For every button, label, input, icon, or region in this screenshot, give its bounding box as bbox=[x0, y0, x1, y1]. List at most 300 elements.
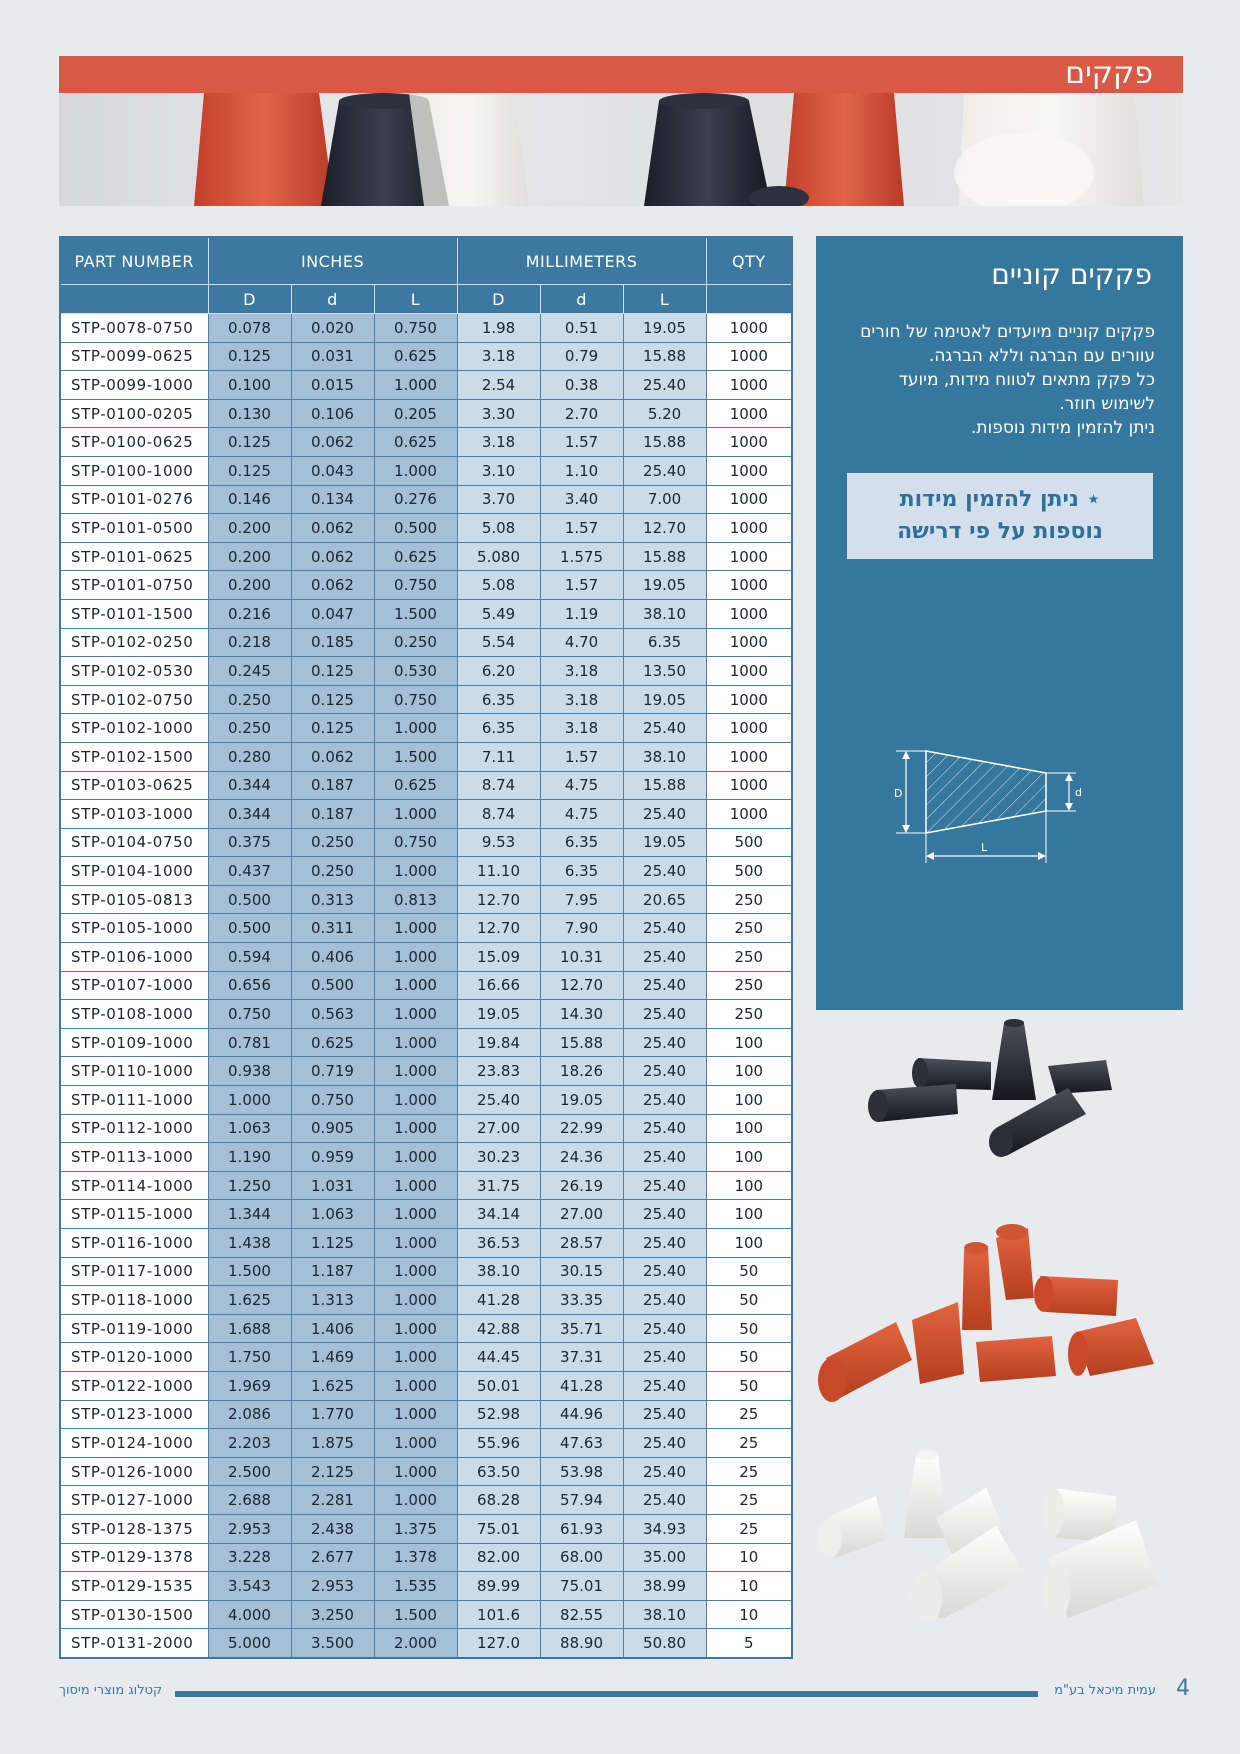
parts-table-body bbox=[60, 314, 792, 1658]
qty-cell: 500 bbox=[706, 857, 792, 886]
mm-L-cell: 35.00 bbox=[623, 1543, 706, 1572]
table-row bbox=[60, 943, 792, 972]
inch-D-cell: 0.200 bbox=[208, 571, 291, 600]
mm-d-cell: 3.18 bbox=[540, 685, 623, 714]
mm-L-cell: 25.40 bbox=[623, 1486, 706, 1515]
inch-D-cell: 2.086 bbox=[208, 1400, 291, 1429]
qty-cell: 250 bbox=[706, 971, 792, 1000]
inch-L-cell: 1.000 bbox=[374, 1314, 457, 1343]
qty-cell: 1000 bbox=[706, 542, 792, 571]
part-number-cell: STP-0101-0276 bbox=[60, 485, 208, 514]
mm-D-cell: 6.20 bbox=[457, 657, 540, 686]
table-row bbox=[60, 1343, 792, 1372]
inch-D-cell: 0.245 bbox=[208, 657, 291, 686]
inch-d-cell: 0.125 bbox=[291, 685, 374, 714]
inch-L-cell: 1.000 bbox=[374, 714, 457, 743]
mm-D-cell: 63.50 bbox=[457, 1457, 540, 1486]
mm-d-cell: 33.35 bbox=[540, 1286, 623, 1315]
header-blank bbox=[706, 285, 792, 314]
part-number-cell: STP-0111-1000 bbox=[60, 1086, 208, 1115]
mm-L-cell: 34.93 bbox=[623, 1514, 706, 1543]
table-row bbox=[60, 314, 792, 343]
mm-L-cell: 25.40 bbox=[623, 1257, 706, 1286]
part-number-cell: STP-0118-1000 bbox=[60, 1286, 208, 1315]
inch-D-cell: 0.146 bbox=[208, 485, 291, 514]
mm-d-cell: 1.57 bbox=[540, 514, 623, 543]
inch-d-cell: 2.125 bbox=[291, 1457, 374, 1486]
header-mm-d: d bbox=[540, 285, 623, 314]
inch-D-cell: 0.250 bbox=[208, 685, 291, 714]
mm-L-cell: 25.40 bbox=[623, 971, 706, 1000]
inch-d-cell: 0.043 bbox=[291, 456, 374, 485]
inch-D-cell: 2.203 bbox=[208, 1429, 291, 1458]
mm-L-cell: 38.99 bbox=[623, 1572, 706, 1601]
part-number-cell: STP-0101-0500 bbox=[60, 514, 208, 543]
qty-cell: 10 bbox=[706, 1572, 792, 1601]
inch-d-cell: 2.438 bbox=[291, 1514, 374, 1543]
header-mm-D: D bbox=[457, 285, 540, 314]
mm-L-cell: 25.40 bbox=[623, 943, 706, 972]
part-number-cell: STP-0108-1000 bbox=[60, 1000, 208, 1029]
inch-D-cell: 0.280 bbox=[208, 742, 291, 771]
table-row bbox=[60, 1143, 792, 1172]
part-number-cell: STP-0101-0750 bbox=[60, 571, 208, 600]
table-row bbox=[60, 571, 792, 600]
qty-cell: 1000 bbox=[706, 714, 792, 743]
table-row bbox=[60, 456, 792, 485]
mm-L-cell: 25.40 bbox=[623, 1143, 706, 1172]
table-row bbox=[60, 1486, 792, 1515]
inch-L-cell: 0.625 bbox=[374, 428, 457, 457]
part-number-cell: STP-0129-1535 bbox=[60, 1572, 208, 1601]
inch-d-cell: 0.313 bbox=[291, 885, 374, 914]
qty-cell: 25 bbox=[706, 1514, 792, 1543]
table-row bbox=[60, 1028, 792, 1057]
mm-L-cell: 15.88 bbox=[623, 771, 706, 800]
header-mm-L: L bbox=[623, 285, 706, 314]
mm-d-cell: 4.75 bbox=[540, 800, 623, 829]
parts-table-wrap bbox=[59, 236, 791, 1659]
inch-d-cell: 0.125 bbox=[291, 714, 374, 743]
inch-d-cell: 2.953 bbox=[291, 1572, 374, 1601]
part-number-cell: STP-0101-1500 bbox=[60, 599, 208, 628]
part-number-cell: STP-0103-1000 bbox=[60, 800, 208, 829]
mm-D-cell: 6.35 bbox=[457, 685, 540, 714]
inch-D-cell: 2.500 bbox=[208, 1457, 291, 1486]
mm-d-cell: 26.19 bbox=[540, 1171, 623, 1200]
inch-L-cell: 1.000 bbox=[374, 1286, 457, 1315]
inch-D-cell: 0.200 bbox=[208, 514, 291, 543]
inch-L-cell: 1.000 bbox=[374, 1400, 457, 1429]
inch-D-cell: 0.781 bbox=[208, 1028, 291, 1057]
inch-d-cell: 0.015 bbox=[291, 371, 374, 400]
header-inches: INCHES bbox=[208, 237, 457, 285]
table-row bbox=[60, 1371, 792, 1400]
inch-D-cell: 0.938 bbox=[208, 1057, 291, 1086]
table-row bbox=[60, 1543, 792, 1572]
table-row bbox=[60, 1572, 792, 1601]
inch-L-cell: 1.500 bbox=[374, 742, 457, 771]
diagram-label-d: d bbox=[1075, 786, 1082, 799]
mm-D-cell: 89.99 bbox=[457, 1572, 540, 1601]
footer-company: עמית מיכאל בע"מ bbox=[1054, 1683, 1156, 1698]
description-line: עוורים עם הברגה וללא הברגה. bbox=[928, 346, 1155, 366]
mm-D-cell: 6.35 bbox=[457, 714, 540, 743]
diagram-label-D: D bbox=[894, 787, 903, 800]
table-row bbox=[60, 342, 792, 371]
inch-L-cell: 1.500 bbox=[374, 599, 457, 628]
qty-cell: 100 bbox=[706, 1229, 792, 1258]
parts-table bbox=[59, 236, 793, 1659]
header-inch-d: d bbox=[291, 285, 374, 314]
qty-cell: 1000 bbox=[706, 571, 792, 600]
inch-L-cell: 0.625 bbox=[374, 542, 457, 571]
header-banner bbox=[59, 56, 1183, 206]
mm-D-cell: 30.23 bbox=[457, 1143, 540, 1172]
qty-cell: 1000 bbox=[706, 800, 792, 829]
inch-D-cell: 1.344 bbox=[208, 1200, 291, 1229]
mm-D-cell: 1.98 bbox=[457, 314, 540, 343]
mm-L-cell: 15.88 bbox=[623, 542, 706, 571]
qty-cell: 100 bbox=[706, 1057, 792, 1086]
inch-L-cell: 1.000 bbox=[374, 943, 457, 972]
inch-d-cell: 0.905 bbox=[291, 1114, 374, 1143]
inch-D-cell: 3.543 bbox=[208, 1572, 291, 1601]
inch-D-cell: 0.125 bbox=[208, 428, 291, 457]
header-inch-L: L bbox=[374, 285, 457, 314]
header-part-number: PART NUMBER bbox=[60, 237, 208, 285]
inch-d-cell: 3.250 bbox=[291, 1600, 374, 1629]
mm-d-cell: 28.57 bbox=[540, 1229, 623, 1258]
mm-D-cell: 2.54 bbox=[457, 371, 540, 400]
inch-D-cell: 1.250 bbox=[208, 1171, 291, 1200]
mm-d-cell: 22.99 bbox=[540, 1114, 623, 1143]
inch-d-cell: 0.311 bbox=[291, 914, 374, 943]
inch-d-cell: 0.563 bbox=[291, 1000, 374, 1029]
mm-L-cell: 25.40 bbox=[623, 1400, 706, 1429]
mm-d-cell: 41.28 bbox=[540, 1371, 623, 1400]
qty-cell: 1000 bbox=[706, 685, 792, 714]
mm-D-cell: 9.53 bbox=[457, 828, 540, 857]
inch-d-cell: 1.406 bbox=[291, 1314, 374, 1343]
inch-d-cell: 3.500 bbox=[291, 1629, 374, 1658]
mm-D-cell: 75.01 bbox=[457, 1514, 540, 1543]
description-line: כל פקק מתאים לטווח מידות, מיועד bbox=[898, 370, 1155, 390]
mm-L-cell: 25.40 bbox=[623, 1457, 706, 1486]
table-row bbox=[60, 1086, 792, 1115]
diagram-label-L: L bbox=[981, 841, 988, 854]
mm-L-cell: 25.40 bbox=[623, 914, 706, 943]
inch-d-cell: 0.047 bbox=[291, 599, 374, 628]
inch-D-cell: 0.125 bbox=[208, 342, 291, 371]
inch-D-cell: 1.688 bbox=[208, 1314, 291, 1343]
mm-D-cell: 3.18 bbox=[457, 428, 540, 457]
part-number-cell: STP-0131-2000 bbox=[60, 1629, 208, 1658]
table-row bbox=[60, 1000, 792, 1029]
qty-cell: 250 bbox=[706, 914, 792, 943]
table-row bbox=[60, 1057, 792, 1086]
inch-d-cell: 0.187 bbox=[291, 800, 374, 829]
qty-cell: 250 bbox=[706, 943, 792, 972]
inch-L-cell: 1.000 bbox=[374, 1486, 457, 1515]
qty-cell: 500 bbox=[706, 828, 792, 857]
mm-D-cell: 127.0 bbox=[457, 1629, 540, 1658]
inch-D-cell: 0.200 bbox=[208, 542, 291, 571]
mm-L-cell: 38.10 bbox=[623, 1600, 706, 1629]
mm-D-cell: 55.96 bbox=[457, 1429, 540, 1458]
mm-D-cell: 42.88 bbox=[457, 1314, 540, 1343]
table-row bbox=[60, 628, 792, 657]
inch-d-cell: 0.125 bbox=[291, 657, 374, 686]
mm-d-cell: 44.96 bbox=[540, 1400, 623, 1429]
mm-D-cell: 5.08 bbox=[457, 571, 540, 600]
inch-d-cell: 1.313 bbox=[291, 1286, 374, 1315]
mm-d-cell: 47.63 bbox=[540, 1429, 623, 1458]
mm-D-cell: 3.30 bbox=[457, 399, 540, 428]
inch-d-cell: 0.185 bbox=[291, 628, 374, 657]
qty-cell: 1000 bbox=[706, 599, 792, 628]
mm-d-cell: 88.90 bbox=[540, 1629, 623, 1658]
part-number-cell: STP-0116-1000 bbox=[60, 1229, 208, 1258]
inch-L-cell: 1.000 bbox=[374, 1343, 457, 1372]
table-row bbox=[60, 1600, 792, 1629]
description-line: פקקים קוניים מיועדים לאטימה של חורים bbox=[860, 322, 1155, 342]
table-row bbox=[60, 857, 792, 886]
table-row bbox=[60, 1514, 792, 1543]
inch-d-cell: 0.031 bbox=[291, 342, 374, 371]
mm-D-cell: 50.01 bbox=[457, 1371, 540, 1400]
mm-L-cell: 25.40 bbox=[623, 800, 706, 829]
mm-d-cell: 7.90 bbox=[540, 914, 623, 943]
part-number-cell: STP-0129-1378 bbox=[60, 1543, 208, 1572]
inch-d-cell: 0.062 bbox=[291, 542, 374, 571]
mm-D-cell: 23.83 bbox=[457, 1057, 540, 1086]
inch-d-cell: 0.062 bbox=[291, 428, 374, 457]
plugs-photo bbox=[816, 1018, 1183, 1618]
mm-d-cell: 53.98 bbox=[540, 1457, 623, 1486]
red-plugs bbox=[818, 1224, 1154, 1402]
mm-d-cell: 1.19 bbox=[540, 599, 623, 628]
table-row bbox=[60, 1286, 792, 1315]
mm-L-cell: 13.50 bbox=[623, 657, 706, 686]
mm-D-cell: 5.080 bbox=[457, 542, 540, 571]
table-row bbox=[60, 1400, 792, 1429]
inch-d-cell: 0.750 bbox=[291, 1086, 374, 1115]
inch-d-cell: 1.770 bbox=[291, 1400, 374, 1429]
mm-d-cell: 12.70 bbox=[540, 971, 623, 1000]
mm-d-cell: 68.00 bbox=[540, 1543, 623, 1572]
mm-D-cell: 41.28 bbox=[457, 1286, 540, 1315]
qty-cell: 10 bbox=[706, 1600, 792, 1629]
inch-L-cell: 0.750 bbox=[374, 828, 457, 857]
table-row bbox=[60, 800, 792, 829]
inch-D-cell: 0.344 bbox=[208, 800, 291, 829]
inch-L-cell: 1.000 bbox=[374, 1229, 457, 1258]
inch-D-cell: 1.750 bbox=[208, 1343, 291, 1372]
header-qty: QTY bbox=[706, 237, 792, 285]
inch-D-cell: 4.000 bbox=[208, 1600, 291, 1629]
mm-d-cell: 37.31 bbox=[540, 1343, 623, 1372]
mm-D-cell: 3.18 bbox=[457, 342, 540, 371]
inch-d-cell: 0.500 bbox=[291, 971, 374, 1000]
white-plugs bbox=[818, 1450, 1158, 1618]
part-number-cell: STP-0100-0625 bbox=[60, 428, 208, 457]
part-number-cell: STP-0122-1000 bbox=[60, 1371, 208, 1400]
inch-d-cell: 0.625 bbox=[291, 1028, 374, 1057]
plug-dimension-diagram bbox=[891, 741, 1111, 871]
black-plugs bbox=[868, 1019, 1112, 1157]
panel-title: פקקים קוניים bbox=[991, 258, 1152, 291]
mm-d-cell: 24.36 bbox=[540, 1143, 623, 1172]
part-number-cell: STP-0099-0625 bbox=[60, 342, 208, 371]
mm-d-cell: 82.55 bbox=[540, 1600, 623, 1629]
inch-D-cell: 2.688 bbox=[208, 1486, 291, 1515]
part-number-cell: STP-0104-1000 bbox=[60, 857, 208, 886]
mm-D-cell: 8.74 bbox=[457, 771, 540, 800]
mm-d-cell: 4.70 bbox=[540, 628, 623, 657]
part-number-cell: STP-0100-0205 bbox=[60, 399, 208, 428]
mm-D-cell: 36.53 bbox=[457, 1229, 540, 1258]
inch-L-cell: 2.000 bbox=[374, 1629, 457, 1658]
mm-d-cell: 19.05 bbox=[540, 1086, 623, 1115]
mm-D-cell: 11.10 bbox=[457, 857, 540, 886]
mm-L-cell: 25.40 bbox=[623, 1057, 706, 1086]
mm-d-cell: 0.38 bbox=[540, 371, 623, 400]
table-row bbox=[60, 685, 792, 714]
inch-L-cell: 1.000 bbox=[374, 1371, 457, 1400]
qty-cell: 1000 bbox=[706, 514, 792, 543]
part-number-cell: STP-0102-0530 bbox=[60, 657, 208, 686]
inch-d-cell: 0.020 bbox=[291, 314, 374, 343]
part-number-cell: STP-0128-1375 bbox=[60, 1514, 208, 1543]
table-row bbox=[60, 371, 792, 400]
qty-cell: 1000 bbox=[706, 371, 792, 400]
inch-D-cell: 2.953 bbox=[208, 1514, 291, 1543]
page-number: 4 bbox=[1176, 1676, 1190, 1701]
inch-D-cell: 0.437 bbox=[208, 857, 291, 886]
inch-D-cell: 1.190 bbox=[208, 1143, 291, 1172]
inch-D-cell: 0.250 bbox=[208, 714, 291, 743]
part-number-cell: STP-0104-0750 bbox=[60, 828, 208, 857]
inch-d-cell: 1.187 bbox=[291, 1257, 374, 1286]
qty-cell: 25 bbox=[706, 1486, 792, 1515]
mm-d-cell: 75.01 bbox=[540, 1572, 623, 1601]
mm-L-cell: 25.40 bbox=[623, 1343, 706, 1372]
table-row bbox=[60, 1114, 792, 1143]
inch-D-cell: 1.063 bbox=[208, 1114, 291, 1143]
mm-d-cell: 1.10 bbox=[540, 456, 623, 485]
part-number-cell: STP-0114-1000 bbox=[60, 1171, 208, 1200]
inch-d-cell: 0.062 bbox=[291, 514, 374, 543]
inch-d-cell: 2.677 bbox=[291, 1543, 374, 1572]
qty-cell: 100 bbox=[706, 1114, 792, 1143]
qty-cell: 1000 bbox=[706, 399, 792, 428]
inch-L-cell: 1.000 bbox=[374, 914, 457, 943]
inch-L-cell: 1.375 bbox=[374, 1514, 457, 1543]
qty-cell: 250 bbox=[706, 1000, 792, 1029]
part-number-cell: STP-0102-0250 bbox=[60, 628, 208, 657]
mm-D-cell: 25.40 bbox=[457, 1086, 540, 1115]
table-row bbox=[60, 914, 792, 943]
note-line: נוספות על פי דרישה bbox=[897, 519, 1103, 544]
mm-L-cell: 38.10 bbox=[623, 599, 706, 628]
inch-L-cell: 1.000 bbox=[374, 857, 457, 886]
qty-cell: 1000 bbox=[706, 428, 792, 457]
mm-L-cell: 19.05 bbox=[623, 571, 706, 600]
mm-D-cell: 12.70 bbox=[457, 885, 540, 914]
table-row bbox=[60, 514, 792, 543]
inch-L-cell: 1.000 bbox=[374, 1257, 457, 1286]
part-number-cell: STP-0106-1000 bbox=[60, 943, 208, 972]
footer-catalog-name: קטלוג מוצרי מיסוך bbox=[59, 1683, 163, 1698]
description-line: ניתן להזמין מידות נוספות. bbox=[971, 418, 1155, 438]
qty-cell: 1000 bbox=[706, 628, 792, 657]
mm-L-cell: 25.40 bbox=[623, 1371, 706, 1400]
mm-d-cell: 0.51 bbox=[540, 314, 623, 343]
mm-L-cell: 6.35 bbox=[623, 628, 706, 657]
table-row bbox=[60, 1314, 792, 1343]
inch-d-cell: 0.062 bbox=[291, 571, 374, 600]
header-blank bbox=[60, 285, 208, 314]
inch-L-cell: 1.000 bbox=[374, 971, 457, 1000]
table-row bbox=[60, 828, 792, 857]
inch-d-cell: 1.875 bbox=[291, 1429, 374, 1458]
inch-D-cell: 1.969 bbox=[208, 1371, 291, 1400]
qty-cell: 100 bbox=[706, 1171, 792, 1200]
part-number-cell: STP-0113-1000 bbox=[60, 1143, 208, 1172]
mm-L-cell: 7.00 bbox=[623, 485, 706, 514]
qty-cell: 50 bbox=[706, 1257, 792, 1286]
inch-L-cell: 0.276 bbox=[374, 485, 457, 514]
table-row bbox=[60, 714, 792, 743]
inch-L-cell: 0.530 bbox=[374, 657, 457, 686]
inch-L-cell: 1.000 bbox=[374, 1114, 457, 1143]
table-row bbox=[60, 971, 792, 1000]
inch-L-cell: 0.750 bbox=[374, 314, 457, 343]
mm-L-cell: 50.80 bbox=[623, 1629, 706, 1658]
mm-L-cell: 12.70 bbox=[623, 514, 706, 543]
inch-L-cell: 0.250 bbox=[374, 628, 457, 657]
banner-photo bbox=[59, 93, 1183, 206]
mm-d-cell: 61.93 bbox=[540, 1514, 623, 1543]
mm-L-cell: 25.40 bbox=[623, 1429, 706, 1458]
qty-cell: 1000 bbox=[706, 342, 792, 371]
note-line: ⋆ ניתן להזמין מידות bbox=[899, 487, 1101, 512]
qty-cell: 100 bbox=[706, 1086, 792, 1115]
inch-d-cell: 0.062 bbox=[291, 742, 374, 771]
qty-cell: 1000 bbox=[706, 456, 792, 485]
mm-d-cell: 6.35 bbox=[540, 828, 623, 857]
part-number-cell: STP-0117-1000 bbox=[60, 1257, 208, 1286]
table-row bbox=[60, 1200, 792, 1229]
inch-L-cell: 1.000 bbox=[374, 456, 457, 485]
mm-d-cell: 27.00 bbox=[540, 1200, 623, 1229]
part-number-cell: STP-0119-1000 bbox=[60, 1314, 208, 1343]
inch-D-cell: 5.000 bbox=[208, 1629, 291, 1658]
inch-D-cell: 1.438 bbox=[208, 1229, 291, 1258]
table-row bbox=[60, 485, 792, 514]
inch-L-cell: 1.000 bbox=[374, 1429, 457, 1458]
inch-L-cell: 0.625 bbox=[374, 342, 457, 371]
qty-cell: 100 bbox=[706, 1200, 792, 1229]
mm-d-cell: 1.575 bbox=[540, 542, 623, 571]
inch-L-cell: 0.750 bbox=[374, 685, 457, 714]
qty-cell: 50 bbox=[706, 1286, 792, 1315]
inch-D-cell: 1.625 bbox=[208, 1286, 291, 1315]
table-row bbox=[60, 1171, 792, 1200]
inch-L-cell: 1.000 bbox=[374, 1171, 457, 1200]
mm-d-cell: 35.71 bbox=[540, 1314, 623, 1343]
